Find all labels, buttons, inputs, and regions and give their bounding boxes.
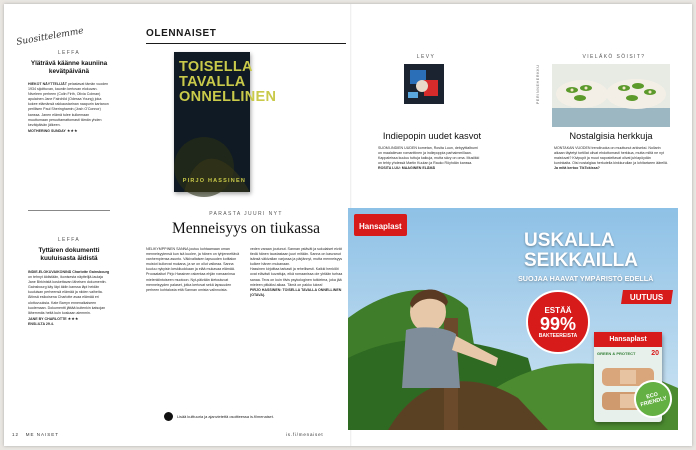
book-footnote-text: Lisää kulttuuria ja ajanvietettä osoitteessa is.fi/menaiset. [177, 414, 274, 419]
film2-text: on tehnyt äidistään, ikonisesta näyttelijä-laulaja Jane Birkinistä koskettavan läheisen dokumentin. Gainsbourg käy läpi äidin kanssa läpi heidän kuuluisan perheensä elämää ja niiden vaiheita. Äitinsä esikoisena Charlotte avaa elämää eri ulottuvuuksia. Kate Barryn ennenaikaiseen kuolemaan. Dokumentti jättää kuitenkin katsojan lähemmäs heitä kuin koskaan aiemmin. [28, 275, 107, 315]
food-credit: Ja mitä kertoo TikTokissa? [554, 166, 600, 171]
book-title: Menneisyys on tiukassa [171, 220, 321, 237]
book-col2-text: veden varaan joutunut. Sannan ystävät ja sukulaiset eivät tiedä hänen taustastaan juuri mitään. Sanna on kasvanut isänsä väkivallan varjossa ja pärjännyt, mutta menneisyys kulkee hänen mukanaan. Hassinen kirjoittaa tarkasti ja rehellisesti. Kaikki henkilöt ovat elävästi kuvattuja, eikä romaanissa ole yhtään turhaa sanaa. Teos on kuin tiivis psykologinen tutkielma, joka jää mieleen pitkäksi aikaa. Tämä on pakko lukea! [250, 247, 343, 287]
magazine-spread [4, 4, 692, 446]
seal-top-text: ESTÄÄ [544, 305, 572, 315]
section-title: OLENNAISET [146, 28, 217, 39]
pack-line-text: GREEN & PROTECT [597, 351, 636, 356]
ad-brand-text: Hansaplast [359, 222, 402, 231]
pack-brand: Hansaplast [609, 336, 647, 343]
book-kicker: PARASTA JUURI NYT [209, 211, 283, 217]
film1-text: pelastavat tämän vuoden 1934 sijoittuvan, kauniin kertovan elokuvan. Niveleen perheen (Colin Firth, Olivia Colman) apulainen Jane Fairchild (Odessa Young) joka kokee elämänsä rakkaustarinan naapurin kartanon perillisen Paul Sheringhamin (Josh O'Connor) kanssa. Janen elämä tulee kulkemaan muuttumaan peruuttamattomasti tämän yhden kevätpäivän jälkeen. [28, 82, 109, 127]
book-cover-author: PIRJO HASSINEN [182, 178, 246, 184]
food-label: VIELÄKÖ SÖISIT? [582, 54, 646, 60]
book-footnote [164, 412, 344, 421]
food-photo-art [552, 64, 670, 127]
script-title: Suosittelemme [15, 26, 85, 48]
book-col1-text: NELIKYMPPINEN SANNA joutuu kohtaamaan oman menneisyytensä kun isä kuolee, ja hänen on tyhjennettävä vanhempiensa asunto. Väkivaltaisen lapsuuden kotitalon muistot kulkevat mukana, ja se on ollut vaikeaa. Sanna kuuluu nykyisin keskiluokkaan ja elää mukavaa elämää. Proosataiturl Pirjo Hassinen rakentaa ehjän romaaninsa mielenkiintoiseen muotoon. Nyt-päivään kietoutuvat menneisyyden palaset, jotka kertovat sekä lapsuuden perheen kohtalosta että Sannan omista valinnoista. [146, 247, 240, 292]
film2-credit: JANE BY CHARLOTTE [28, 316, 67, 321]
film2-lead: INDIE-ELOKUVAIKONINÄ Charlotte Gainsbourg [28, 270, 110, 274]
food-side-label: PERINNEHERKKU [536, 64, 540, 104]
left-folio [12, 432, 59, 437]
food-photo [552, 64, 670, 127]
film2-title: Tyttären dokumentti kuuluisasta äidistä [38, 247, 100, 262]
right-folio: is.fi/menaiset [286, 432, 324, 437]
music-title: Indiepopin uudet kasvot [382, 131, 482, 141]
book-cover [174, 52, 277, 192]
seal-bottom-text: BAKTEEREISTA [538, 332, 578, 339]
ad-bacteria-seal [526, 290, 590, 354]
food-title: Nostalgisia herkkuja [569, 131, 653, 141]
film1-title: Yläträvä käänne kauniina kevätpäivänä [30, 60, 108, 75]
food-text: MONTAKAN VUODEN trendiruoka on muuttunut arkiseksi. Nollarin aikaan täytetyt tortillat olivat ehdottomasti herkkua, mutta miltä ne nyt maistuvat? Kivipupit ja muut naposteltavat olivat juhlapöydän kuninkaita. Oisi nostalgiaa herkutella kinkkurullan ja lohitartaren äärellä. [554, 146, 668, 166]
pack-header [594, 332, 662, 347]
ad-headline-1: USKALLA [524, 230, 615, 251]
album-art [404, 64, 444, 104]
music-credit: ROSITA LUU: MAAGINEN ELÄMÄ [378, 166, 436, 171]
music-body [378, 146, 482, 202]
ad-new-badge [621, 290, 673, 304]
left-col-rule [28, 210, 110, 211]
logo-mark-icon [164, 412, 173, 421]
pack-line [597, 350, 659, 357]
food-body [554, 146, 668, 202]
ad-brand-tag [354, 214, 407, 236]
film1-body [28, 82, 110, 200]
folio-mag: ME NAISET [25, 432, 60, 437]
ad-subline: SUOJAA HAAVAT YMPÄRISTÖ EDELLÄ [518, 274, 654, 283]
book-col2 [250, 247, 346, 407]
pack-count: 20 [651, 350, 659, 357]
book-cover-title: TOISELLA TAVALLA ONNELLINEN [179, 59, 277, 105]
film2-body [28, 270, 110, 412]
film1-credit: MOTHERING SUNDAY [28, 128, 66, 133]
film1-label: LEFFA [57, 50, 81, 56]
music-label: LEVY [416, 54, 436, 60]
album-cover [404, 64, 444, 104]
eco-badge-text: ECO FRIENDLY [639, 391, 668, 409]
film1-lead: HIEKOT NÄYTTELIJÄT [28, 82, 67, 86]
film2-extra: ENSI-ILTA 29.4. [28, 321, 54, 326]
film1-rating: ★★★ [66, 127, 78, 133]
hansaplast-ad [348, 208, 678, 430]
music-text: SUOMI-INDIEN UUDEN kometan, Rosita Luun, debyyttialbumi on maalailevan romanttinen ja indiepoppia parhaimmillaan. Kappaleissa kuuluu tuttuja kaikuja, mutta sävy on oma. Musiikki on tehty yhdessä Martin Kuulan ja Rauko Röyhdän kanssa. [378, 146, 480, 166]
ad-headline-2: SEIKKAILLA [524, 250, 638, 271]
section-rule [146, 43, 346, 44]
book-col1 [146, 247, 242, 407]
folio-page: 12 [12, 432, 20, 437]
film2-label: LEFFA [57, 237, 81, 243]
ad-new-badge-text: UUTUUS [630, 292, 664, 302]
seal-percent: 99% [539, 313, 577, 334]
film2-rating: ★★★ [67, 315, 79, 321]
book-credit: PIRJO HASSINEN: TOISELLA TAVALLA ONNELLINEN (OTAVA). [250, 287, 342, 297]
